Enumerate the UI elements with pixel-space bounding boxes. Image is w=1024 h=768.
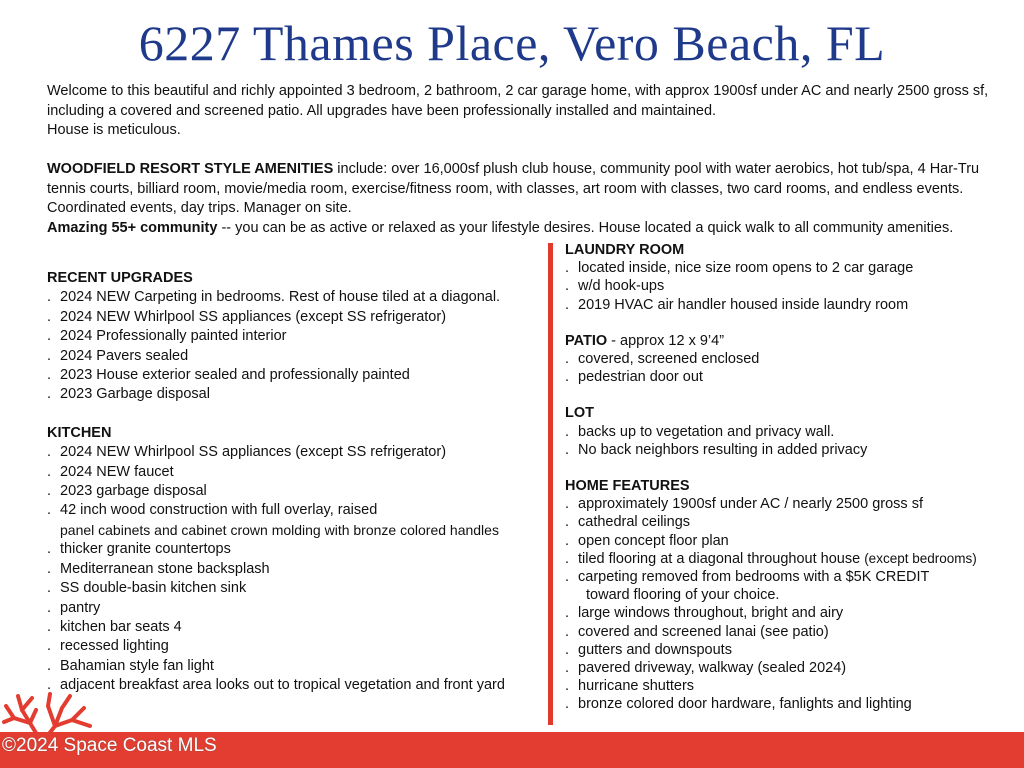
- upgrades-section: [47, 269, 547, 405]
- laundry-heading: LAUNDRY ROOM: [565, 242, 685, 258]
- patio-heading: PATIO: [565, 332, 608, 349]
- home-features-heading: HOME FEATURES: [565, 478, 690, 495]
- column-divider: [548, 243, 553, 725]
- list-item: . large windows throughout, bright and airy: [565, 605, 844, 622]
- intro-section: [47, 82, 992, 238]
- list-item: . covered and screened lanai (see patio): [565, 623, 829, 640]
- home-features-section: [565, 477, 1015, 714]
- kitchen-section: [47, 424, 547, 696]
- lot-section: [565, 404, 1015, 459]
- list-item: . pavered driveway, walkway (sealed 2024): [565, 660, 847, 677]
- list-item-continuation: toward flooring of your choice.: [586, 587, 780, 604]
- community-text: -- you can be as active or relaxed as your lifestyle desires. House located a quick walk to all community amenities.: [217, 219, 954, 236]
- list-item: . located inside, nice size room opens to 2 car garage: [565, 260, 914, 277]
- amenities-text: include: over 16,000sf plush club house, community pool with water aerobics, hot tub/spa, 4 Har-Tru tennis courts, billiard room, movie/media room, exercise/fitness room, with classes, art room with classes, two card rooms, and endless events. Coordinated events, day trips. Manager on site.: [47, 161, 980, 216]
- list-item: . bronze colored door hardware, fanlights and lighting: [565, 696, 912, 713]
- list-item: . 2024 NEW Whirlpool SS appliances (except SS refrigerator): [47, 444, 447, 461]
- list-item: . covered, screened enclosed: [565, 351, 760, 368]
- list-item: . 2023 Garbage disposal: [47, 386, 210, 403]
- list-item: . SS double-basin kitchen sink: [47, 580, 247, 597]
- list-item: . 2019 HVAC air handler housed inside laundry room: [565, 296, 909, 313]
- list-item: . Bahamian style fan light: [47, 657, 214, 674]
- list-item: . approximately 1900sf under AC / nearly 2500 gross sf: [565, 496, 923, 513]
- list-item: . 2024 Pavers sealed: [47, 347, 189, 364]
- list-item: . 2024 NEW Carpeting in bedrooms. Rest of house tiled at a diagonal.: [47, 289, 501, 306]
- list-item: . pedestrian door out: [565, 369, 703, 386]
- list-item: . kitchen bar seats 4: [47, 618, 182, 635]
- left-column: [47, 269, 547, 715]
- list-item: . tiled flooring at a diagonal throughout house (except bedrooms): [565, 550, 977, 567]
- list-item: . backs up to vegetation and privacy wall.: [565, 423, 835, 440]
- list-item: . 2023 garbage disposal: [47, 483, 207, 500]
- laundry-section: [565, 241, 1015, 314]
- list-item: . thicker granite countertops: [47, 541, 231, 558]
- patio-section: [565, 332, 1015, 387]
- list-item: . Mediterranean stone backsplash: [47, 560, 270, 577]
- list-item: . 42 inch wood construction with full overlay, raised: [47, 502, 378, 519]
- list-item: . w/d hook-ups: [565, 278, 665, 295]
- list-item: . No back neighbors resulting in added privacy: [565, 441, 868, 458]
- patio-heading-line: [565, 332, 1015, 350]
- list-item: . cathedral ceilings: [565, 514, 691, 531]
- patio-size: - approx 12 x 9’4”: [607, 332, 725, 349]
- list-item: . open concept floor plan: [565, 532, 729, 549]
- list-item: . 2024 Professionally painted interior: [47, 328, 287, 345]
- list-item: . 2023 House exterior sealed and professionally painted: [47, 367, 410, 384]
- page-title: 6227 Thames Place, Vero Beach, FL: [138, 15, 886, 71]
- community-heading: Amazing 55+ community: [47, 219, 218, 236]
- upgrades-heading: RECENT UPGRADES: [47, 270, 193, 286]
- list-item-continuation: panel cabinets and cabinet crown molding with bronze colored handles: [60, 521, 499, 538]
- list-item-note: (except bedrooms): [864, 550, 977, 566]
- list-item: . carpeting removed from bedrooms with a $5K CREDIT: [565, 569, 930, 586]
- intro-paragraph: Welcome to this beautiful and richly appointed 3 bedroom, 2 bathroom, 2 car garage home, with approx 1900sf under AC and nearly 2500 gross sf, including a covered and screened patio. All upgrades have been professionally installed and maintained.: [47, 83, 989, 119]
- list-item: . 2024 NEW Whirlpool SS appliances (except SS refrigerator): [47, 308, 447, 325]
- list-item: . gutters and downspouts: [565, 641, 732, 658]
- list-item: . adjacent breakfast area looks out to tropical vegetation and front yard: [47, 677, 505, 694]
- intro-meticulous: House is meticulous.: [47, 122, 181, 138]
- list-item: . hurricane shutters: [565, 678, 695, 695]
- amenities-heading: WOODFIELD RESORT STYLE AMENITIES: [47, 161, 334, 177]
- list-item: . recessed lighting: [47, 638, 169, 655]
- lot-heading: LOT: [565, 405, 594, 422]
- copyright-text: ©2024 Space Coast MLS: [2, 735, 217, 756]
- community-paragraph: [47, 219, 992, 239]
- kitchen-heading: KITCHEN: [47, 424, 112, 441]
- list-item: . 2024 NEW faucet: [47, 463, 174, 480]
- amenities-paragraph: [47, 160, 992, 219]
- list-item: . pantry: [47, 599, 101, 616]
- right-column: [565, 241, 1015, 732]
